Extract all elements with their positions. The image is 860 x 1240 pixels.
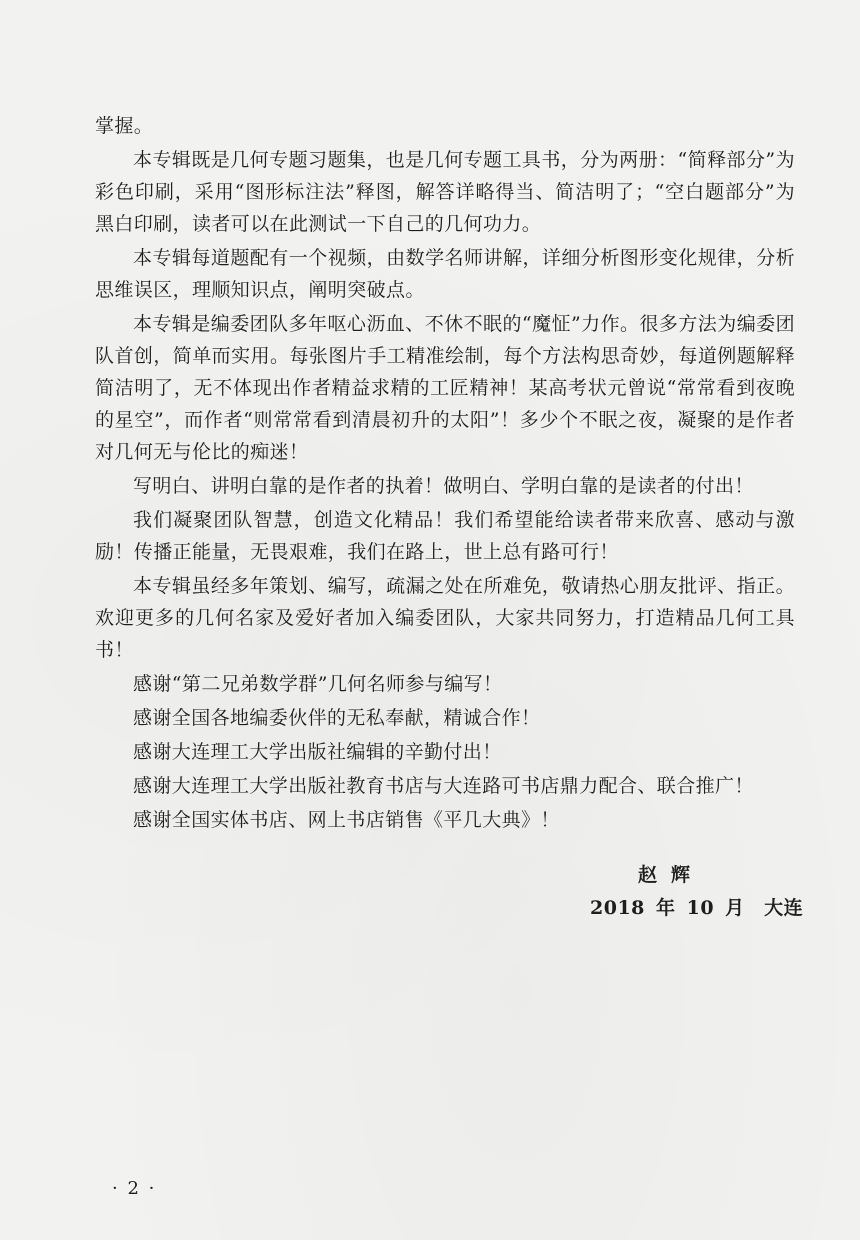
paragraph-2: 本专辑既是几何专题习题集，也是几何专题工具书，分为两册：“简释部分”为彩色印刷，采用“图形标注法”释图，解答详略得当、简洁明了；“空白题部分”为黑白印刷，读者可以在此测试一下自己的几何功力。 (95, 149, 795, 235)
paragraph-1: 掌握。 (95, 115, 154, 137)
thanks-line-1: 感谢“第二兄弟数学群”几何名师参与编写！ (133, 673, 503, 695)
signature-name: 赵辉 (638, 864, 705, 886)
signature-date: 2018 年 10 月 大连 (590, 897, 804, 919)
paragraph-3: 本专辑每道题配有一个视频，由数学名师讲解，详细分析图形变化规律，分析思维误区，理顺知识点，阐明突破点。 (95, 247, 795, 301)
paragraph-6: 我们凝聚团队智慧，创造文化精品！我们希望能给读者带来欣喜、感动与激励！传播正能量，无畏艰难，我们在路上，世上总有路可行！ (95, 509, 795, 563)
thanks-line-4: 感谢大连理工大学出版社教育书店与大连路可书店鼎力配合、联合推广！ (133, 775, 754, 797)
paragraph-4: 本专辑是编委团队多年呕心沥血、不休不眠的“魔怔”力作。很多方法为编委团队首创，简单而实用。每张图片手工精准绘制，每个方法构思奇妙，每道例题解释简洁明了，无不体现出作者精益求精的工匠精神！某高考状元曾说“常常看到夜晚的星空”，而作者“则常常看到清晨初升的太阳”！多少个不眠之夜，凝聚的是作者对几何无与伦比的痴迷！ (95, 313, 795, 463)
thanks-line-5: 感谢全国实体书店、网上书店销售《平几大典》！ (133, 809, 560, 831)
preface-body (95, 110, 795, 836)
paragraph-7: 本专辑虽经多年策划、编写，疏漏之处在所难免，敬请热心朋友批评、指正。欢迎更多的几何名家及爱好者加入编委团队，大家共同努力，打造精品几何工具书！ (95, 575, 795, 661)
page-number: · 2 · (112, 1178, 157, 1199)
paragraph-5: 写明白、讲明白靠的是作者的执着！做明白、学明白靠的是读者的付出！ (133, 475, 754, 497)
thanks-line-2: 感谢全国各地编委伙伴的无私奉献，精诚合作！ (133, 707, 541, 729)
thanks-line-3: 感谢大连理工大学出版社编辑的辛勤付出！ (133, 741, 502, 763)
